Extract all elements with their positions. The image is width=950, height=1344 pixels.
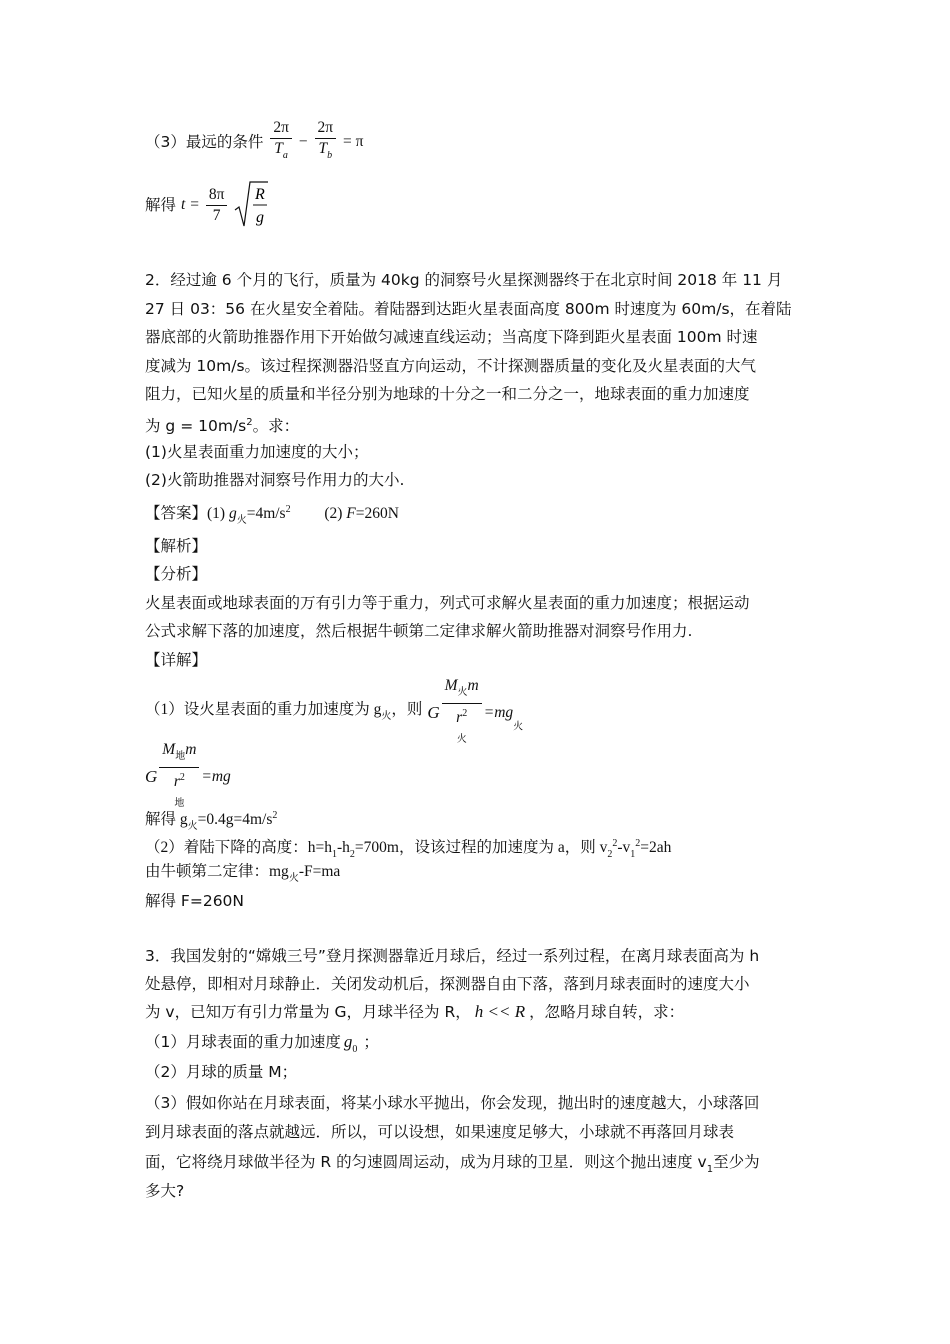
q3-subquestion-2: （2）月球的质量 M； bbox=[145, 1063, 298, 1081]
q3-line-1: 3．我国发射的“嫦娥三号”登月探测器靠近月球后，经过一系列过程，在离月球表面高为 h bbox=[145, 947, 760, 965]
q2-subquestion-1: (1)火星表面重力加速度的大小； bbox=[145, 443, 369, 461]
q2-line-3: 器底部的火箭助推器作用下开始做匀减速直线运动；当高度下降到距火星表面 100m 时速 bbox=[145, 328, 758, 346]
newton-second-law: 由牛顿第二定律：$mg_火-F=ma$ bbox=[145, 863, 341, 884]
svg-text:g: g bbox=[256, 209, 265, 226]
answer-label: 【答案】(1) bbox=[145, 505, 226, 522]
q3-subquestion-3-line-3: 面，它将绕月球做半径为 R 的匀速圆周运动，成为月球的卫星．则这个抛出速度 $v_1$至少为 bbox=[145, 1153, 760, 1175]
breakdown-line-1: 火星表面或地球表面的万有引力等于重力，列式可求解火星表面的重力加速度；根据运动 bbox=[145, 594, 750, 612]
earth-gravity-equation: G $M_地m$ $r^2$ 地 =mg bbox=[145, 740, 231, 798]
q2-line-4: 度减为 10m/s。该过程探测器沿竖直方向运动，不计探测器质量的变化及火星表面的大气 bbox=[145, 357, 757, 375]
fraction-2pi-Ta: $\frac{2\pi}{T_a}$ bbox=[270, 118, 292, 166]
step1-text: （1）设火星表面的重力加速度为 $g_火$，则 bbox=[145, 700, 423, 722]
fraction-Mm-over-r2-earth: $M_地m$ $r^2$ 地 bbox=[159, 740, 199, 814]
t-equals: = bbox=[190, 196, 199, 213]
detail-heading: 【详解】 bbox=[145, 651, 208, 669]
fraction-Mm-over-r2-mars: $M_火m$ $r^2$ 火 bbox=[442, 676, 482, 750]
q2-line-1: 2．经过逾 6 个月的飞行，质量为 40kg 的洞察号火星探测器终于在北京时间 2018 年 11 月 bbox=[145, 271, 783, 289]
breakdown-line-2: 公式求解下落的加速度，然后根据牛顿第二定律求解火箭助推器对洞察号作用力. bbox=[145, 622, 693, 640]
q2-line-5: 阻力，已知火星的质量和半径分别为地球的十分之一和二分之一，地球表面的重力加速度 bbox=[145, 385, 750, 403]
q3-subquestion-3-line-4: 多大? bbox=[145, 1182, 185, 1200]
rhs-mg-mars: =mg bbox=[483, 704, 514, 721]
q2-subquestion-2: (2)火箭助推器对洞察号作用力的大小. bbox=[145, 471, 405, 489]
minus-sign: − bbox=[298, 133, 308, 150]
q3-subquestion-3-line-2: 到月球表面的落点就越远．所以，可以设想，如果速度足够大，小球就不再落回月球表 bbox=[145, 1123, 735, 1141]
h-much-less-than-R: h << R bbox=[474, 1002, 526, 1021]
radical-sign-icon bbox=[234, 180, 268, 230]
q2-answer: 【答案】(1) $g_火=4m/s^2$ (2) F=260N bbox=[145, 504, 399, 526]
q3-subquestion-3-line-1: （3）假如你站在月球表面，将某小球水平抛出，你会发现，抛出时的速度越大，小球落回 bbox=[145, 1094, 760, 1112]
step1-line: （1）设火星表面的重力加速度为 $g_火$，则 G $M_火m$ $r^2$ 火 $=mg_火$ bbox=[145, 676, 523, 732]
solution-2: 解得 F=260N bbox=[145, 892, 245, 910]
t-variable: t bbox=[180, 196, 186, 213]
q3-line-2: 处悬停，即相对月球静止．关闭发动机后，探测器自由下落，落到月球表面时的速度大小 bbox=[145, 975, 750, 993]
fraction-8pi-7: $\frac{8\pi}{7}$ bbox=[206, 185, 228, 226]
solve-t-line bbox=[145, 180, 268, 232]
q2-line-6: 为 $g = 10m/s^2$。求： bbox=[145, 417, 300, 435]
analysis-heading: 【解析】 bbox=[145, 537, 208, 555]
q2-line-2: 27 日 03：56 在火星安全着陆。着陆器到达距火星表面高度 800m 时速度为 60m/s，在着陆 bbox=[145, 300, 792, 318]
q3-line-3: 为 v，已知万有引力常量为 G，月球半径为 R， h << R ，忽略月球自转，求： bbox=[145, 1002, 685, 1021]
sqrt-R-over-g bbox=[234, 180, 268, 230]
equals-pi: = π bbox=[343, 133, 364, 150]
farthest-condition-label: （3）最远的条件 bbox=[145, 133, 264, 151]
breakdown-heading: 【分析】 bbox=[145, 565, 208, 583]
gravity-constant: G bbox=[427, 703, 440, 722]
fraction-2pi-Tb: $\frac{2\pi}{T_b}$ bbox=[315, 118, 337, 166]
q3-subquestion-1: （1）月球表面的重力加速度 $g_0$ ； bbox=[145, 1032, 379, 1055]
solve-label: 解得 bbox=[145, 196, 177, 214]
step2-line: （2）着陆下降的高度：$h=h_1-h_2=700m$，设该过程的加速度为 a，则 $v_2^2-v_1^2=2ah$ bbox=[145, 838, 672, 860]
svg-text:R: R bbox=[255, 186, 266, 203]
farthest-condition-line bbox=[145, 118, 363, 174]
solution-1: 解得 $g_火=0.4g=4m/s^2$ bbox=[145, 810, 278, 832]
